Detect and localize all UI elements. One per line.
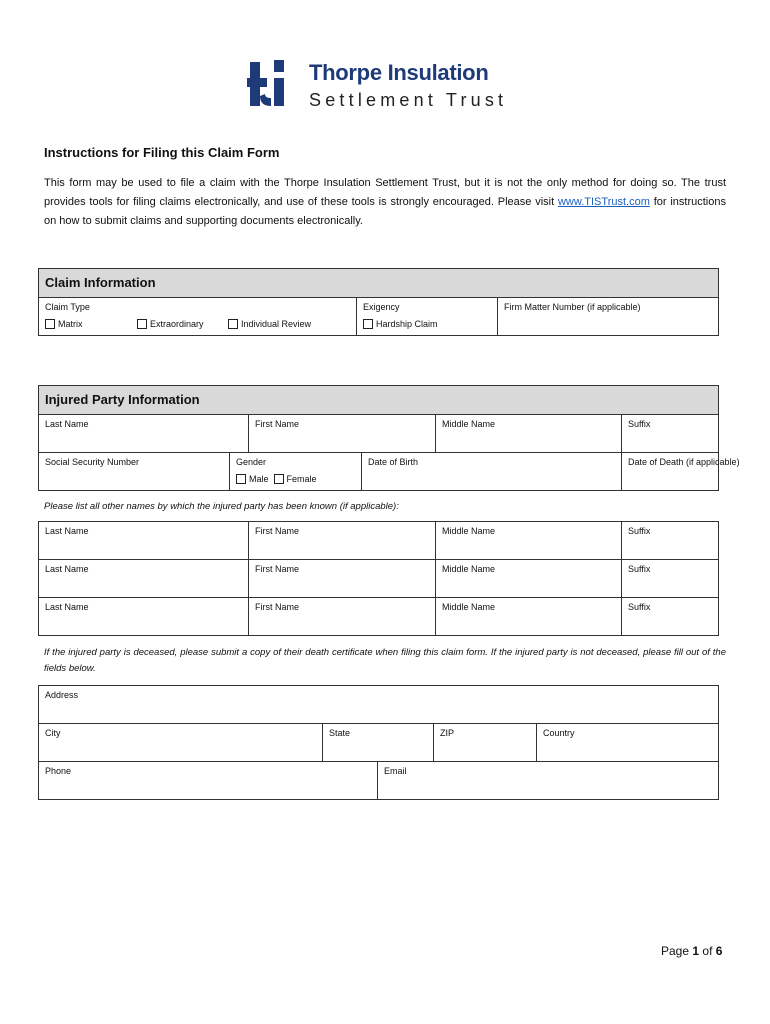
injured-suffix-field[interactable]: [622, 415, 719, 453]
column-label: Middle Name: [442, 564, 496, 574]
zip-label: ZIP: [440, 728, 455, 738]
email-label: Email: [384, 766, 407, 776]
other-suffix-field[interactable]: [622, 560, 719, 598]
email-field[interactable]: [378, 762, 719, 800]
page-current: 1: [692, 944, 700, 958]
male-checkbox[interactable]: [236, 474, 246, 484]
suffix-label: Suffix: [628, 419, 651, 429]
male-option-label: Male: [249, 474, 269, 484]
address-field[interactable]: [39, 686, 719, 724]
female-option-label: Female: [286, 474, 317, 484]
extraordinary-checkbox[interactable]: [137, 319, 147, 329]
column-label: First Name: [255, 564, 300, 574]
country-field[interactable]: [537, 724, 719, 762]
page-total: 6: [715, 944, 723, 958]
date-of-death-field[interactable]: [622, 453, 740, 491]
table-row: [39, 522, 719, 560]
first-name-label: First Name: [255, 419, 300, 429]
column-label: Suffix: [628, 564, 651, 574]
column-label: Last Name: [45, 564, 89, 574]
ti-logo-mark: [247, 56, 297, 112]
other-suffix-field[interactable]: [622, 522, 719, 560]
hardship-claim-checkbox[interactable]: [363, 319, 373, 329]
injured-party-header: Injured Party Information: [39, 386, 719, 415]
column-label: First Name: [255, 602, 300, 612]
female-checkbox[interactable]: [274, 474, 284, 484]
state-field[interactable]: [323, 724, 434, 762]
deceased-note: If the injured party is deceased, please submit a copy of their death certificate when filing this claim form. If the injured party is not deceased, please fill out of the fields below.: [44, 647, 726, 674]
middle-name-label: Middle Name: [442, 419, 496, 429]
instructions-title: Instructions for Filing this Claim Form: [44, 145, 280, 160]
matrix-checkbox[interactable]: [45, 319, 55, 329]
instructions-text: [44, 174, 726, 231]
individual-review-option-label: Individual Review: [241, 319, 312, 329]
hardship-claim-option-label: Hardship Claim: [376, 319, 438, 329]
ssn-field[interactable]: [39, 453, 230, 491]
city-label: City: [45, 728, 61, 738]
other-first-name-field[interactable]: [249, 522, 436, 560]
trust-website-link[interactable]: www.TISTrust.com: [557, 196, 650, 208]
firm-matter-number-field[interactable]: [498, 298, 719, 336]
other-middle-name-field[interactable]: [436, 522, 622, 560]
date-of-birth-label: Date of Birth: [368, 457, 419, 467]
column-label: Suffix: [628, 526, 651, 536]
page-of: of: [702, 944, 713, 958]
address-label: Address: [45, 690, 79, 700]
phone-label: Phone: [45, 766, 72, 776]
instructions-text-end: for instructions on how to submit claims and supporting documents electronically.: [44, 196, 726, 227]
other-last-name-field[interactable]: [39, 560, 249, 598]
column-label: Last Name: [45, 526, 89, 536]
table-row: [39, 560, 719, 598]
other-last-name-field[interactable]: [39, 522, 249, 560]
other-names-table: [38, 521, 719, 636]
exigency-label: Exigency: [363, 302, 400, 312]
gender-field: [230, 453, 362, 491]
date-of-death-label: Date of Death (if applicable): [628, 457, 740, 467]
column-label: Last Name: [45, 602, 89, 612]
zip-field[interactable]: [434, 724, 537, 762]
matrix-option-label: Matrix: [58, 319, 83, 329]
extraordinary-option-label: Extraordinary: [150, 319, 204, 329]
logo-subtitle: Settlement Trust: [309, 90, 508, 110]
other-suffix-field[interactable]: [622, 598, 719, 636]
ssn-label: Social Security Number: [45, 457, 140, 467]
country-label: Country: [543, 728, 575, 738]
injured-party-table: [38, 385, 740, 491]
other-first-name-field[interactable]: [249, 560, 436, 598]
column-label: Middle Name: [442, 602, 496, 612]
injured-last-name-field[interactable]: [39, 415, 249, 453]
column-label: Suffix: [628, 602, 651, 612]
column-label: First Name: [255, 526, 300, 536]
table-row: [39, 598, 719, 636]
exigency-field: [357, 298, 498, 336]
instructions-text-start: This form may be used to file a claim with the Thorpe Insulation Settlement Trust, but it is not the only method for doing so. The trust provides tools for filing claims electronically, and use of these tools is strongly encouraged. Please visit: [44, 177, 726, 208]
other-middle-name-field[interactable]: [436, 598, 622, 636]
city-field[interactable]: [39, 724, 323, 762]
logo-org-name: Thorpe Insulation: [309, 60, 489, 85]
claim-type-field: [39, 298, 357, 336]
other-first-name-field[interactable]: [249, 598, 436, 636]
phone-field[interactable]: [39, 762, 378, 800]
injured-first-name-field[interactable]: [249, 415, 436, 453]
claim-type-label: Claim Type: [45, 302, 90, 312]
state-label: State: [329, 728, 351, 738]
other-middle-name-field[interactable]: [436, 560, 622, 598]
date-of-birth-field[interactable]: [362, 453, 622, 491]
other-last-name-field[interactable]: [39, 598, 249, 636]
claim-information-table: [38, 268, 719, 336]
other-names-note: Please list all other names by which the injured party has been known (if applicable):: [44, 501, 399, 512]
gender-label: Gender: [236, 457, 267, 467]
page-prefix: Page: [661, 944, 690, 958]
individual-review-checkbox[interactable]: [228, 319, 238, 329]
column-label: Middle Name: [442, 526, 496, 536]
address-table: [38, 685, 719, 800]
page-number: [661, 944, 722, 958]
claim-information-header: Claim Information: [39, 269, 719, 298]
last-name-label: Last Name: [45, 419, 89, 429]
injured-middle-name-field[interactable]: [436, 415, 622, 453]
firm-matter-number-label: Firm Matter Number (if applicable): [504, 302, 641, 312]
